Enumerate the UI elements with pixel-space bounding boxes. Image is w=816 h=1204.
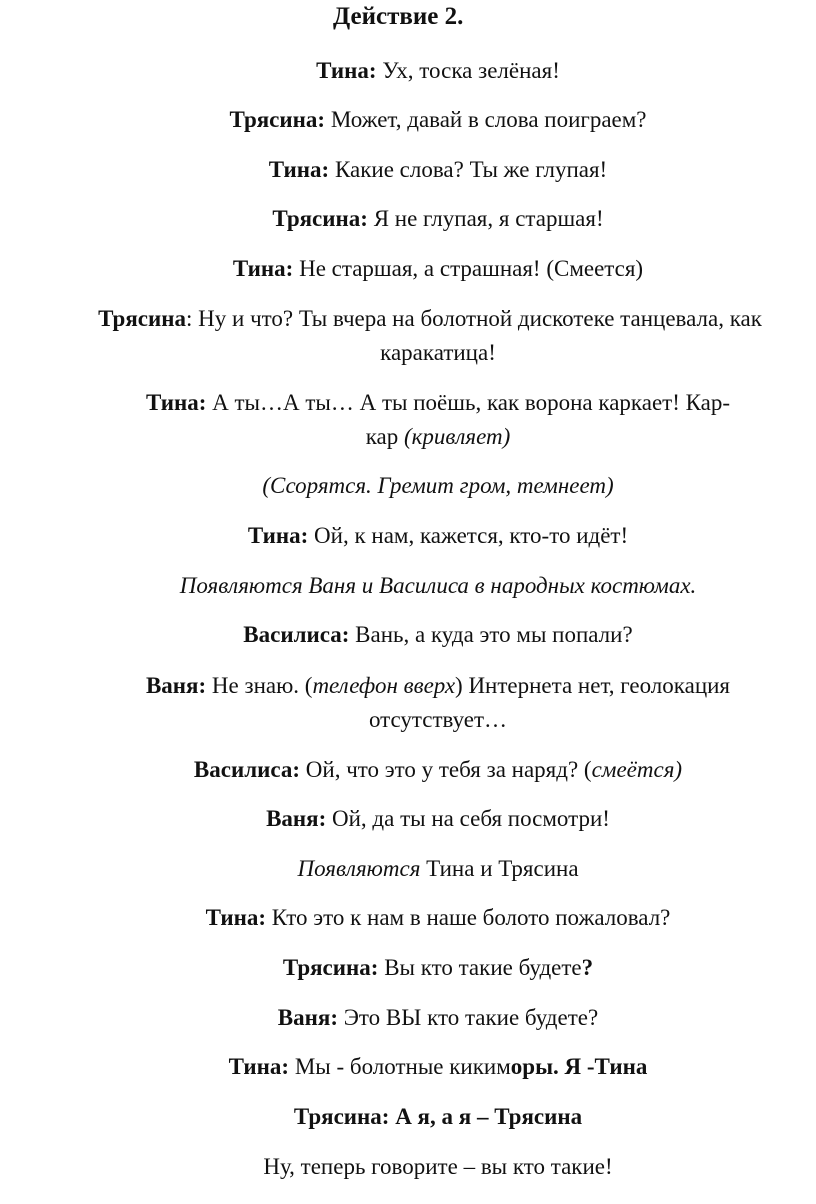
bold-text: оры. Я -Тина bbox=[510, 1054, 648, 1079]
speaker: Трясина: bbox=[229, 107, 326, 132]
dialogue-line bbox=[60, 254, 816, 284]
speaker: Тина: bbox=[228, 1054, 290, 1079]
stage-direction: телефон вверх bbox=[312, 673, 456, 698]
stage-direction-line bbox=[60, 571, 816, 601]
speaker: Тина: bbox=[316, 58, 377, 83]
speaker: Ваня: bbox=[277, 1005, 338, 1030]
line-text: ) Интернета нет, геолокация bbox=[455, 673, 731, 698]
speaker: Тина: bbox=[145, 390, 207, 415]
line-text: Вань, а куда это мы попали? bbox=[349, 622, 633, 647]
dialogue-line bbox=[60, 620, 816, 650]
dialogue-line bbox=[60, 953, 816, 983]
line-text: А ты…А ты… А ты поёшь, как ворона каркает! Кар- bbox=[206, 390, 731, 415]
stage-direction: Появляются bbox=[297, 856, 421, 881]
dialogue-line bbox=[60, 671, 816, 701]
dialogue-line bbox=[60, 388, 816, 418]
dialogue-line bbox=[60, 1052, 816, 1082]
dialogue-line bbox=[60, 1003, 816, 1033]
stage-direction: (кривляет) bbox=[404, 424, 511, 449]
speaker: Тина: bbox=[268, 157, 330, 182]
speaker: Ваня: bbox=[266, 806, 327, 831]
dialogue-line bbox=[60, 755, 816, 785]
line-text: Ух, тоска зелёная! bbox=[376, 58, 560, 83]
line-text: отсутствует… bbox=[368, 707, 508, 732]
act-title: Действие 2. bbox=[333, 3, 464, 30]
line-text: Ой, что это у тебя за наряд? ( bbox=[300, 757, 592, 782]
speaker: Трясина: А я, а я – Трясина bbox=[293, 1104, 583, 1129]
dialogue-line bbox=[60, 204, 816, 234]
line-text: Ой, к нам, кажется, кто-то идёт! bbox=[308, 523, 629, 548]
dialogue-line bbox=[60, 804, 816, 834]
line-text: Кто это к нам в наше болото пожаловал? bbox=[266, 905, 671, 930]
line-text: кар bbox=[365, 424, 404, 449]
speaker: Тина: bbox=[205, 905, 267, 930]
line-text: Ну, теперь говорите – вы кто такие! bbox=[263, 1154, 613, 1179]
line-text: Какие слова? Ты же глупая! bbox=[329, 157, 608, 182]
line-text: Тина и Трясина bbox=[420, 856, 579, 881]
line-text: Я не глупая, я старшая! bbox=[367, 206, 604, 231]
line-text: : Ну и что? Ты вчера на болотной дискотеке танцевала, как bbox=[186, 306, 762, 331]
dialogue-line-continuation bbox=[60, 338, 816, 368]
dialogue-line bbox=[60, 1102, 816, 1132]
speaker: Василиса: bbox=[193, 757, 301, 782]
dialogue-line bbox=[44, 304, 816, 334]
dialogue-line-continuation bbox=[60, 422, 816, 452]
speaker: Тина: bbox=[232, 256, 294, 281]
line-text: Не знаю. ( bbox=[206, 673, 313, 698]
dialogue-line bbox=[60, 105, 816, 135]
speaker: Тина: bbox=[247, 523, 309, 548]
line-text: Это ВЫ кто такие будете? bbox=[338, 1005, 599, 1030]
dialogue-line bbox=[60, 155, 816, 185]
stage-direction: (Ссорятся. Гремит гром, темнеет) bbox=[262, 473, 614, 498]
speaker: Трясина: bbox=[282, 955, 379, 980]
dialogue-line-continuation bbox=[60, 705, 816, 735]
dialogue-line bbox=[60, 56, 816, 86]
dialogue-line bbox=[60, 521, 816, 551]
line-text: Мы - болотные киким bbox=[289, 1054, 511, 1079]
dialogue-line bbox=[60, 1152, 816, 1182]
speaker: Трясина bbox=[98, 306, 187, 331]
line-text: Ой, да ты на себя посмотри! bbox=[326, 806, 610, 831]
stage-direction-line bbox=[60, 854, 816, 884]
stage-direction: Появляются Ваня и Василиса в народных костюмах. bbox=[179, 573, 697, 598]
line-text: Вы кто такие будете bbox=[378, 955, 582, 980]
speaker: Ваня: bbox=[145, 673, 207, 698]
speaker: Василиса: bbox=[243, 622, 350, 647]
stage-direction: смеётся) bbox=[591, 757, 683, 782]
line-text: каракатица! bbox=[380, 340, 496, 365]
bold-text: ? bbox=[581, 955, 594, 980]
speaker: Трясина: bbox=[272, 206, 368, 231]
dialogue-line bbox=[60, 903, 816, 933]
line-text: Может, давай в слова поиграем? bbox=[325, 107, 647, 132]
line-text: Не старшая, а страшная! (Смеется) bbox=[293, 256, 644, 281]
stage-direction-line bbox=[60, 471, 816, 501]
